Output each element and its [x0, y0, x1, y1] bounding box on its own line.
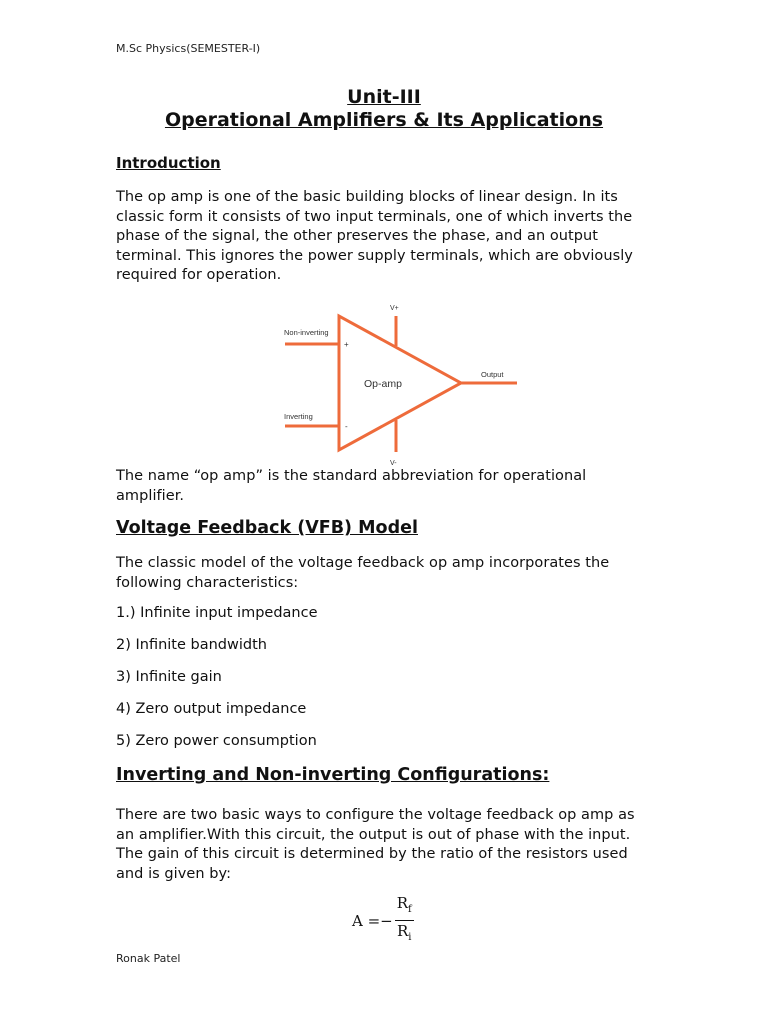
formula-lhs: A =−	[352, 911, 393, 930]
list-item: 5) Zero power consumption	[116, 733, 317, 749]
name-note-paragraph: The name “op amp” is the standard abbreviation for operational amplifier.	[116, 468, 587, 504]
numerator-base: R	[396, 894, 409, 912]
chapter-title: Operational Amplifiers & Its Applications	[164, 109, 604, 131]
minus-sign: -	[345, 422, 348, 431]
inverting-label: Inverting	[284, 412, 313, 421]
configurations-paragraph: There are two basic ways to configure the voltage feedback op amp as an amplifier.With this circuit, the output is out of phase with the input. The gain of this circuit is determined by the ratio of the resistors used and is given by:	[116, 807, 635, 882]
vfb-heading: Voltage Feedback (VFB) Model	[116, 518, 418, 538]
formula-denominator	[397, 921, 412, 947]
configurations-heading: Inverting and Non-inverting Configurations:	[116, 765, 550, 785]
numerator-subscript: f	[408, 904, 412, 915]
denominator-base: R	[397, 922, 409, 940]
list-item: 3) Infinite gain	[116, 669, 222, 685]
introduction-heading: Introduction	[116, 154, 221, 172]
list-item: 4) Zero output impedance	[116, 701, 307, 717]
plus-sign: +	[344, 340, 349, 349]
op-amp-diagram	[280, 298, 530, 470]
title-block	[0, 86, 768, 132]
formula-numerator	[395, 894, 414, 921]
gain-formula	[352, 894, 414, 947]
vfb-paragraph: The classic model of the voltage feedback op amp incorporates the following characteristics:	[116, 555, 610, 591]
page-header: M.Sc Physics(SEMESTER-I)	[116, 42, 261, 55]
output-label: Output	[481, 370, 504, 379]
op-amp-label: Op-amp	[364, 378, 402, 390]
unit-title: Unit-III	[347, 86, 421, 108]
noninverting-label: Non-inverting	[284, 328, 329, 337]
introduction-paragraph: The op amp is one of the basic building blocks of linear design. In its classic form it consists of two input terminals, one of which inverts the phase of the signal, the other preserves the phase, and an output terminal. This ignores the power supply terminals, which are obviously required for operation.	[116, 189, 633, 284]
list-item: 1.) Infinite input impedance	[116, 605, 318, 621]
page-footer: Ronak Patel	[116, 952, 181, 965]
list-item: 2) Infinite bandwidth	[116, 637, 267, 653]
formula-fraction	[395, 894, 414, 947]
denominator-subscript: i	[408, 932, 412, 943]
vplus-label: V+	[390, 305, 399, 312]
vminus-label: V-	[390, 460, 397, 467]
